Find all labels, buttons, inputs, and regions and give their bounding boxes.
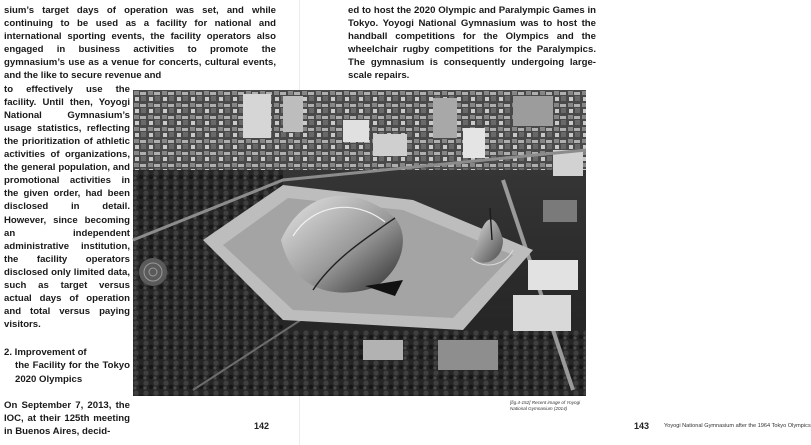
page-number-left: 142 bbox=[254, 421, 270, 431]
body-paragraph-narrow: to effectively use the facility. Until then, Yoyogi National Gymnasium’s usage statistics, reflecting the prioritization of athletic activities of organizations, the general population, and promotional activities in the given order, had been disclosed in detail. However, since becoming an independent administrative institution, the facility operators disclosed only limited data, such as target versus actual days of operation and total versus paying visitors. bbox=[4, 83, 130, 331]
section-heading-number: 2. Improvement of bbox=[4, 347, 87, 359]
figure-caption: [fig.4-152] Recent image of Yoyogi National Gymnasium (2014) bbox=[510, 400, 581, 411]
body-paragraph-lead: sium’s target days of operation was set, and while continuing to be used as a facility for national and international sporting events, the facility operators also engaged in business activities to promote the gymnasium’s use as a venue for concerts, cultural events, and the like to secure revenue and bbox=[4, 5, 276, 82]
section-heading bbox=[4, 346, 130, 385]
aerial-photo-yoyogi-gymnasium bbox=[133, 90, 586, 396]
running-head: Yoyogi National Gymnasium after the 1964 Tokyo Olympics bbox=[664, 423, 811, 429]
body-paragraph-right: ed to host the 2020 Olympic and Paralympic Games in Tokyo. Yoyogi National Gymnasium was to host the handball competitions for the Olympics and the wheelchair rugby competitions for the Paralympics. The gymnasium is consequently undergoing large-scale repairs. bbox=[348, 5, 596, 82]
right-body-column bbox=[348, 4, 596, 83]
aerial-photo-illustration bbox=[133, 90, 586, 396]
page-number-right: 143 bbox=[634, 421, 650, 431]
section-heading-title: the Facility for the Tokyo 2020 Olympics bbox=[15, 360, 130, 385]
body-paragraph-section: On September 7, 2013, the IOC, at their 125th meeting in Buenos Aires, decid- bbox=[4, 399, 130, 437]
